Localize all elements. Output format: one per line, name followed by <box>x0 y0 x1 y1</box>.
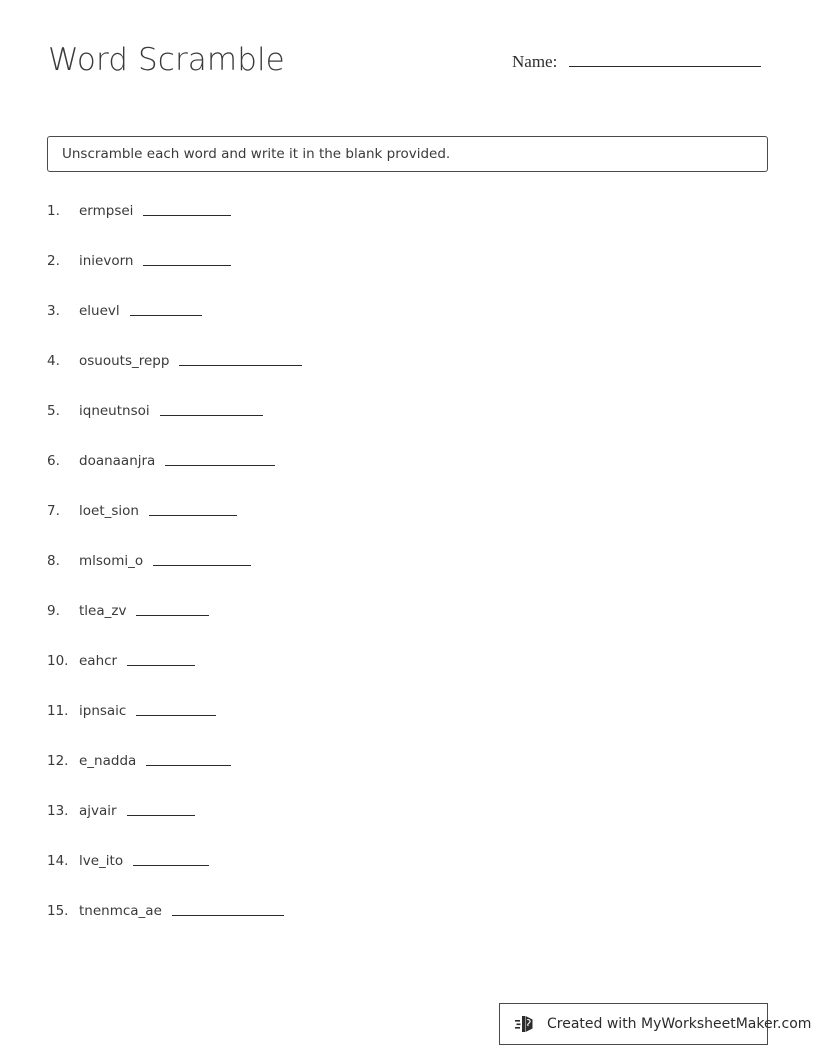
answer-blank[interactable] <box>146 765 231 766</box>
scrambled-word: loet_sion <box>79 503 139 519</box>
scrambled-word: tlea_zv <box>79 603 127 619</box>
scrambled-word: osuouts_repp <box>79 353 170 369</box>
question-row <box>47 852 747 902</box>
scrambled-word: inievorn <box>79 253 134 269</box>
scrambled-word: mlsomi_o <box>79 553 144 569</box>
scrambled-word: eahcr <box>79 653 118 669</box>
answer-blank[interactable] <box>172 915 284 916</box>
question-row <box>47 752 747 802</box>
question-number: 2. <box>47 253 60 269</box>
answer-blank[interactable] <box>143 265 231 266</box>
scrambled-word: ermpsei <box>79 203 134 219</box>
question-row <box>47 252 747 302</box>
question-number: 5. <box>47 403 60 419</box>
scrambled-word: ajvair <box>79 803 117 819</box>
name-field-group <box>512 52 761 72</box>
question-number: 1. <box>47 203 60 219</box>
question-number: 6. <box>47 453 60 469</box>
question-row <box>47 352 747 402</box>
answer-blank[interactable] <box>143 215 231 216</box>
question-row <box>47 552 747 602</box>
name-label: Name: <box>512 52 558 71</box>
scrambled-word: eluevl <box>79 303 120 319</box>
instructions-text: Unscramble each word and write it in the blank provided. <box>62 146 451 162</box>
question-number: 15. <box>47 903 69 919</box>
scrambled-word: e_nadda <box>79 753 137 769</box>
question-row <box>47 302 747 352</box>
question-number: 11. <box>47 703 69 719</box>
answer-blank[interactable] <box>165 465 275 466</box>
question-number: 9. <box>47 603 60 619</box>
answer-blank[interactable] <box>149 515 237 516</box>
worksheet-header <box>48 42 768 102</box>
question-row <box>47 402 747 452</box>
question-row <box>47 502 747 552</box>
scrambled-word: iqneutnsoi <box>79 403 150 419</box>
answer-blank[interactable] <box>127 815 195 816</box>
question-row <box>47 902 747 952</box>
question-row <box>47 802 747 852</box>
answer-blank[interactable] <box>136 615 209 616</box>
question-number: 4. <box>47 353 60 369</box>
question-row <box>47 602 747 652</box>
question-number: 10. <box>47 653 69 669</box>
question-row <box>47 202 747 252</box>
answer-blank[interactable] <box>153 565 251 566</box>
scrambled-word: doanaanjra <box>79 453 156 469</box>
question-row <box>47 702 747 752</box>
footer-badge-text: Created with MyWorksheetMaker.com <box>547 1016 812 1032</box>
scrambled-word: ipnsaic <box>79 703 127 719</box>
answer-blank[interactable] <box>136 715 216 716</box>
worksheet-maker-logo-icon <box>514 1011 540 1037</box>
question-number: 3. <box>47 303 60 319</box>
question-number: 8. <box>47 553 60 569</box>
answer-blank[interactable] <box>179 365 302 366</box>
question-number: 12. <box>47 753 69 769</box>
question-list <box>47 202 747 952</box>
question-number: 13. <box>47 803 69 819</box>
name-input-blank[interactable] <box>569 52 761 67</box>
footer-badge <box>499 1003 812 1045</box>
answer-blank[interactable] <box>133 865 209 866</box>
answer-blank[interactable] <box>160 415 263 416</box>
question-row <box>47 452 747 502</box>
page-title: Word Scramble <box>48 42 285 78</box>
scrambled-word: tnenmca_ae <box>79 903 162 919</box>
scrambled-word: lve_ito <box>79 853 124 869</box>
question-row <box>47 652 747 702</box>
answer-blank[interactable] <box>130 315 202 316</box>
question-number: 14. <box>47 853 69 869</box>
question-number: 7. <box>47 503 60 519</box>
instructions-box <box>47 136 768 172</box>
answer-blank[interactable] <box>127 665 195 666</box>
